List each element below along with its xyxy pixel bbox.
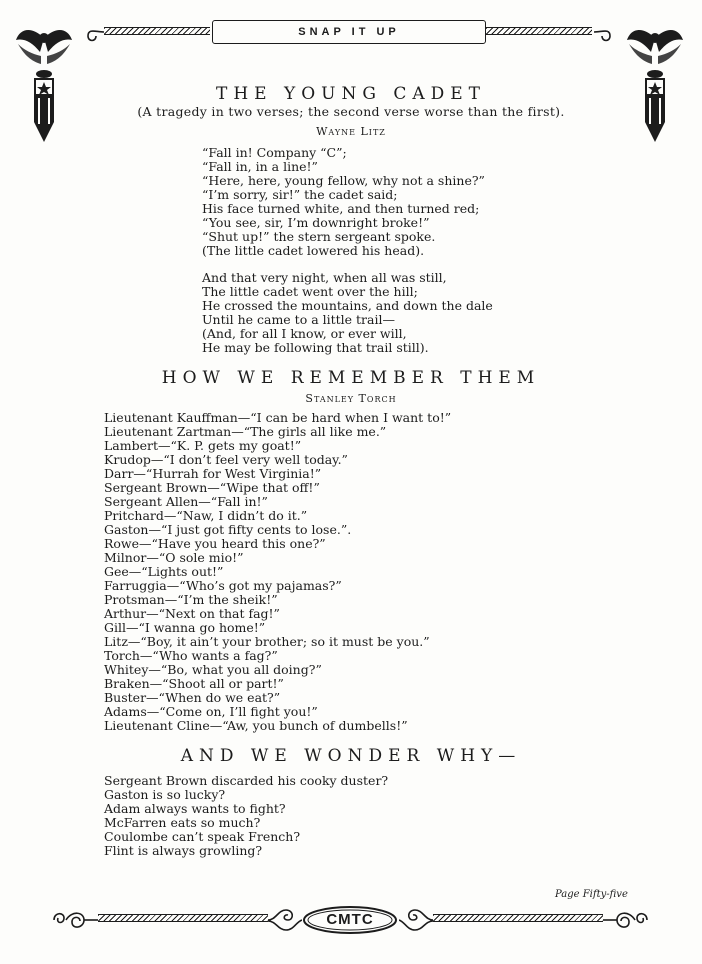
remember-author: Stanley Torch	[305, 392, 397, 405]
header-left-band	[104, 27, 210, 35]
wonder-title: AND WE WONDER WHY—	[180, 746, 522, 766]
poem-subtitle: (A tragedy in two verses; the second verse worse than the first).	[137, 104, 565, 119]
remember-line: Arthur—“Next on that fag!”	[104, 606, 280, 621]
remember-line: Sergeant Allen—“Fall in!”	[104, 494, 268, 509]
footer-left-curl-icon	[268, 904, 302, 936]
remember-line: Buster—“When do we eat?”	[104, 690, 281, 705]
remember-line: Lambert—“K. P. gets my goat!”	[104, 438, 302, 453]
poem-line: “Here, here, young fellow, why not a shine?”	[202, 173, 485, 188]
remember-line: Sergeant Brown—“Wipe that off!”	[104, 480, 320, 495]
poem-line: “You see, sir, I’m downright broke!”	[202, 215, 430, 230]
poem-line: And that very night, when all was still,	[202, 270, 447, 285]
footer-right-band	[433, 914, 603, 922]
poem-line: “Shut up!” the stern sergeant spoke.	[202, 229, 436, 244]
wonder-line: Adam always wants to fight?	[104, 801, 286, 816]
remember-line: Lieutenant Zartman—“The girls all like me.”	[104, 424, 387, 439]
wonder-line: McFarren eats so much?	[104, 815, 261, 830]
footer-right-scroll-icon	[603, 904, 651, 936]
remember-line: Adams—“Come on, I’ll fight you!”	[104, 704, 318, 719]
remember-line: Farruggia—“Who’s got my pajamas?”	[104, 578, 342, 593]
remember-line: Torch—“Who wants a fag?”	[104, 648, 278, 663]
wonder-line: Coulombe can’t speak French?	[104, 829, 301, 844]
remember-line: Lieutenant Cline—“Aw, you bunch of dumbells!”	[104, 718, 408, 733]
wonder-line: Flint is always growling?	[104, 843, 263, 858]
remember-line: Whitey—“Bo, what you all doing?”	[104, 662, 322, 677]
remember-line: Pritchard—“Naw, I didn’t do it.”	[104, 508, 308, 523]
header-left-scroll-icon	[82, 18, 106, 48]
poem-line: He crossed the mountains, and down the dale	[202, 298, 493, 313]
remember-line: Krudop—“I don’t feel very well today.”	[104, 452, 348, 467]
remember-line: Gee—“Lights out!”	[104, 564, 224, 579]
remember-line: Protsman—“I’m the sheik!”	[104, 592, 278, 607]
poem-line: Until he came to a little trail—	[202, 312, 395, 327]
footer-emblem-text: CMTC	[326, 911, 374, 928]
poem-title: THE YOUNG CADET	[216, 84, 486, 104]
wonder-line: Sergeant Brown discarded his cooky duster?	[104, 773, 389, 788]
remember-line: Litz—“Boy, it ain’t your brother; so it must be you.”	[104, 634, 430, 649]
remember-title: HOW WE REMEMBER THEM	[161, 368, 541, 388]
poem-line: “Fall in! Company “C”;	[202, 145, 347, 160]
poem-line: “I’m sorry, sir!” the cadet said;	[202, 187, 398, 202]
page-number: Page Fifty-five	[555, 889, 628, 900]
remember-line: Lieutenant Kauffman—“I can be hard when I want to!”	[104, 410, 452, 425]
wonder-line: Gaston is so lucky?	[104, 787, 226, 802]
poem-line: The little cadet went over the hill;	[202, 284, 418, 299]
poem-line: He may be following that trail still).	[202, 340, 429, 355]
poem-line: (The little cadet lowered his head).	[202, 243, 425, 258]
footer-left-band	[98, 914, 268, 922]
header-right-band	[486, 27, 592, 35]
header-right-scroll-icon	[592, 18, 616, 48]
remember-line: Milnor—“O sole mio!”	[104, 550, 244, 565]
poem-line: His face turned white, and then turned red;	[202, 201, 480, 216]
header-title: SNAP IT UP	[212, 20, 486, 44]
remember-line: Braken—“Shoot all or part!”	[104, 676, 284, 691]
remember-line: Darr—“Hurrah for West Virginia!”	[104, 466, 322, 481]
remember-line: Gill—“I wanna go home!”	[104, 620, 266, 635]
poem-author: Wayne Litz	[316, 125, 386, 138]
remember-line: Rowe—“Have you heard this one?”	[104, 536, 326, 551]
poem-line: (And, for all I know, or ever will,	[202, 326, 407, 341]
poem-line: “Fall in, in a line!”	[202, 159, 318, 174]
remember-line: Gaston—“I just got fifty cents to lose.”.	[104, 522, 352, 537]
footer-right-curl-icon	[399, 904, 433, 936]
footer-left-scroll-icon	[50, 904, 98, 936]
